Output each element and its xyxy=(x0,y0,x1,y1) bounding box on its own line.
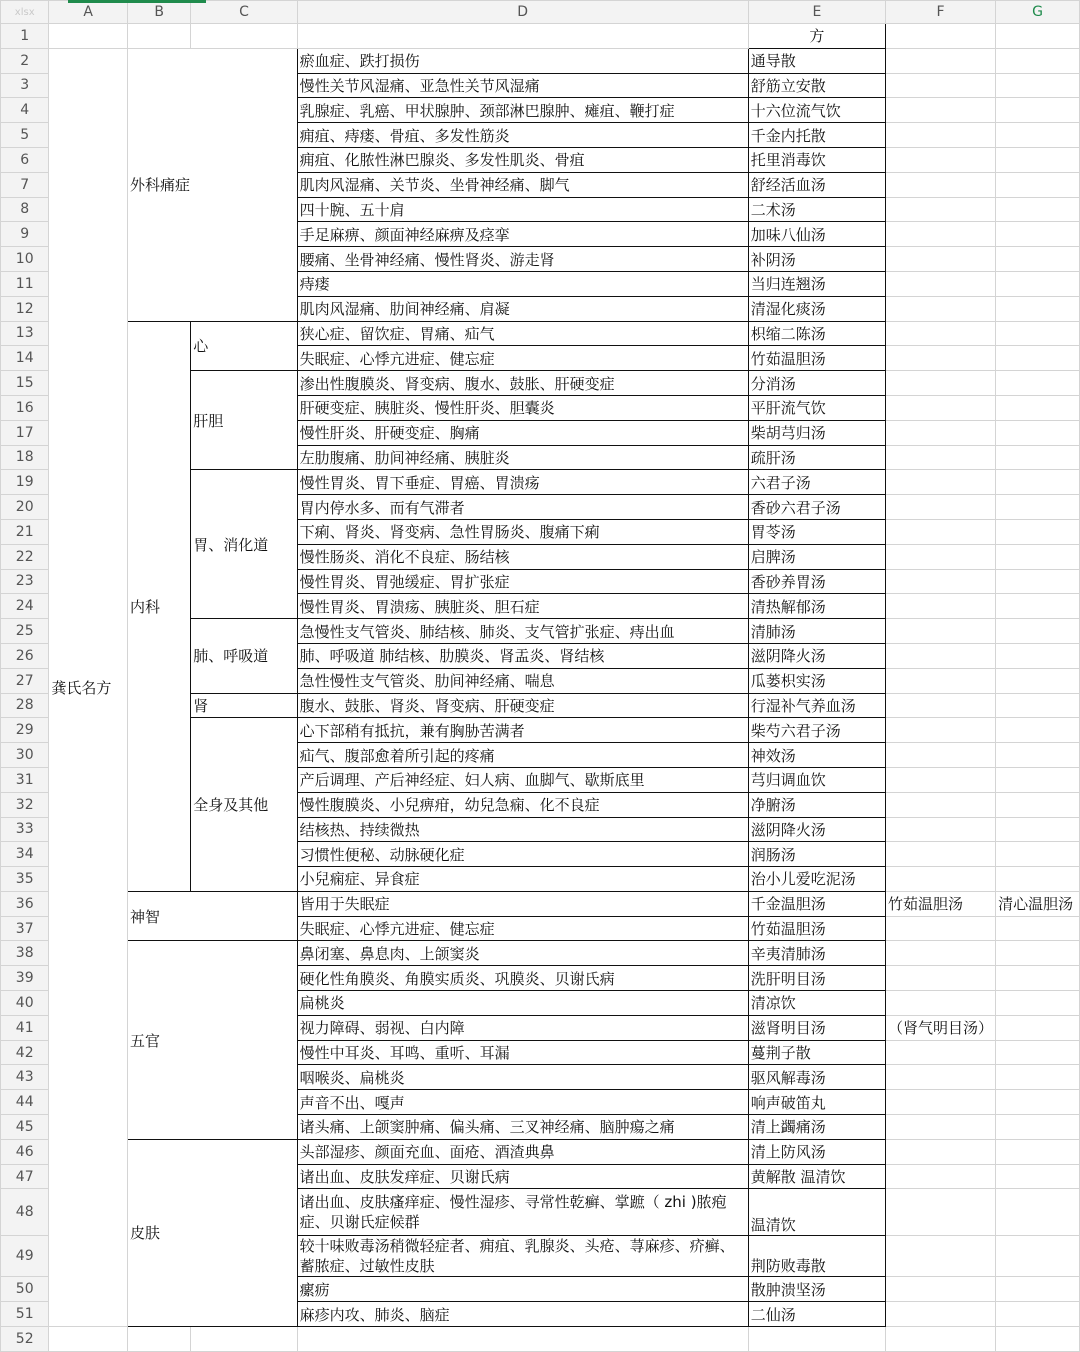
cell-f[interactable] xyxy=(886,1090,996,1115)
indication-cell[interactable]: 硬化性角膜炎、角膜实质炎、巩膜炎、贝谢氏病 xyxy=(297,966,748,991)
formula-cell[interactable]: 温清饮 xyxy=(748,1189,885,1236)
table-row xyxy=(1,1139,1080,1164)
formula-cell[interactable]: 蔓荆子散 xyxy=(748,1040,885,1065)
cell-f[interactable] xyxy=(886,594,996,619)
cell-f[interactable] xyxy=(886,1139,996,1164)
formula-cell[interactable]: 香砂六君子汤 xyxy=(748,495,885,520)
cell-b[interactable] xyxy=(128,24,191,49)
formula-cell[interactable]: 散肿溃坚汤 xyxy=(748,1277,885,1302)
cell-a[interactable] xyxy=(49,24,128,49)
column-selection-indicator xyxy=(68,0,206,3)
indication-cell[interactable]: 瘰疬 xyxy=(297,1277,748,1302)
indication-cell[interactable]: 慢性肝炎、肝硬变症、胸痛 xyxy=(297,420,748,445)
cell-f[interactable] xyxy=(886,1164,996,1189)
cell-f[interactable] xyxy=(886,966,996,991)
indication-cell[interactable]: 头部湿疹、颜面充血、面疮、酒渣典鼻 xyxy=(297,1139,748,1164)
cell-g[interactable] xyxy=(996,817,1080,842)
formula-cell[interactable]: 柴芍六君子汤 xyxy=(748,718,885,743)
row-header[interactable]: 15 xyxy=(1,371,49,396)
cell-f[interactable] xyxy=(886,147,996,172)
formula-cell[interactable]: 千金温胆汤 xyxy=(748,891,885,916)
cell-f[interactable] xyxy=(886,519,996,544)
row-header[interactable]: 27 xyxy=(1,668,49,693)
cell-g[interactable] xyxy=(996,420,1080,445)
indication-cell[interactable]: 慢性关节风湿痛、亚急性关节风湿痛 xyxy=(297,73,748,98)
row-header[interactable]: 45 xyxy=(1,1115,49,1140)
indication-cell[interactable] xyxy=(297,24,748,49)
formula-cell[interactable]: 治小儿爱吃泥汤 xyxy=(748,867,885,892)
cell-g[interactable] xyxy=(996,1065,1080,1090)
indication-cell[interactable]: 产后调理、产后神经症、妇人病、血脚气、歇斯底里 xyxy=(297,767,748,792)
row-header[interactable]: 42 xyxy=(1,1040,49,1065)
column-header-e[interactable]: E xyxy=(748,1,885,24)
indication-cell[interactable]: 习惯性便秘、动脉硬化症 xyxy=(297,842,748,867)
indication-cell[interactable]: 慢性胃炎、胃弛缓症、胃扩张症 xyxy=(297,569,748,594)
table-row xyxy=(1,321,1080,346)
formula-cell[interactable]: 清热解郁汤 xyxy=(748,594,885,619)
cell-g[interactable] xyxy=(996,495,1080,520)
cell-g[interactable] xyxy=(996,1040,1080,1065)
cell-g[interactable] xyxy=(996,991,1080,1016)
cell-f[interactable] xyxy=(886,123,996,148)
table-row xyxy=(1,48,1080,73)
indication-cell[interactable] xyxy=(297,1327,748,1352)
formula-cell[interactable]: 胃苓汤 xyxy=(748,519,885,544)
indication-cell[interactable]: 狭心症、留饮症、胃痛、疝气 xyxy=(297,321,748,346)
column-header-g[interactable]: G xyxy=(996,1,1080,24)
indication-cell[interactable]: 慢性中耳炎、耳鸣、重听、耳漏 xyxy=(297,1040,748,1065)
cell-f[interactable] xyxy=(886,569,996,594)
cell-f[interactable] xyxy=(886,172,996,197)
row-header[interactable]: 25 xyxy=(1,619,49,644)
cell-g[interactable] xyxy=(996,941,1080,966)
indication-cell[interactable]: 声音不出、嘎声 xyxy=(297,1090,748,1115)
formula-cell[interactable]: 托里消毒饮 xyxy=(748,147,885,172)
cell-g[interactable] xyxy=(996,916,1080,941)
row-header[interactable]: 26 xyxy=(1,643,49,668)
cell-g[interactable] xyxy=(996,767,1080,792)
cell-f[interactable] xyxy=(886,495,996,520)
formula-cell[interactable]: 平肝流气饮 xyxy=(748,395,885,420)
formula-cell[interactable]: 神效汤 xyxy=(748,743,885,768)
cell-g[interactable] xyxy=(996,743,1080,768)
cell-f[interactable] xyxy=(886,544,996,569)
cell-g[interactable] xyxy=(996,693,1080,718)
indication-cell[interactable]: 皆用于失眠症 xyxy=(297,891,748,916)
formula-cell[interactable]: 滋阴降火汤 xyxy=(748,817,885,842)
formula-cell[interactable]: 柴胡芎归汤 xyxy=(748,420,885,445)
indication-cell[interactable]: 腰痛、坐骨神经痛、慢性肾炎、游走肾 xyxy=(297,247,748,272)
indication-cell[interactable]: 四十腕、五十肩 xyxy=(297,197,748,222)
cell-f[interactable] xyxy=(886,1040,996,1065)
cell-f[interactable] xyxy=(886,470,996,495)
row-header[interactable]: 16 xyxy=(1,395,49,420)
formula-cell[interactable]: 二术汤 xyxy=(748,197,885,222)
cell-f[interactable] xyxy=(886,371,996,396)
row-header[interactable]: 49 xyxy=(1,1236,49,1277)
formula-cell[interactable]: 清凉饮 xyxy=(748,991,885,1016)
formula-cell[interactable]: 疏肝汤 xyxy=(748,445,885,470)
cell-f[interactable] xyxy=(886,48,996,73)
indication-cell[interactable]: 胃内停水多、而有气滞者 xyxy=(297,495,748,520)
cell-a[interactable] xyxy=(49,1327,128,1352)
cell-g[interactable] xyxy=(996,544,1080,569)
formula-cell[interactable]: 清湿化痰汤 xyxy=(748,296,885,321)
row-header[interactable]: 32 xyxy=(1,792,49,817)
indication-cell[interactable]: 鼻闭塞、鼻息肉、上颌窦炎 xyxy=(297,941,748,966)
row-header[interactable]: 47 xyxy=(1,1164,49,1189)
cell-g[interactable] xyxy=(996,569,1080,594)
indication-cell[interactable]: 腹水、鼓胀、肾炎、肾变病、肝硬变症 xyxy=(297,693,748,718)
cell-f[interactable] xyxy=(886,718,996,743)
cell-g[interactable] xyxy=(996,445,1080,470)
column-header-f[interactable]: F xyxy=(886,1,996,24)
cell-g[interactable] xyxy=(996,48,1080,73)
cell-f[interactable] xyxy=(886,1302,996,1327)
category-neike[interactable]: 内科 xyxy=(128,321,191,891)
indication-cell[interactable]: 肌肉风湿痛、肋间神经痛、肩凝 xyxy=(297,296,748,321)
formula-cell[interactable]: 滋肾明目汤 xyxy=(748,1015,885,1040)
indication-cell[interactable]: 痈疽、痔瘘、骨疽、多发性筋炎 xyxy=(297,123,748,148)
row-header[interactable]: 22 xyxy=(1,544,49,569)
cell-f[interactable] xyxy=(886,98,996,123)
cell-g[interactable] xyxy=(996,867,1080,892)
row-header[interactable]: 28 xyxy=(1,693,49,718)
indication-cell[interactable]: 肺、呼吸道 肺结核、肋膜炎、肾盂炎、肾结核 xyxy=(297,643,748,668)
cell-g[interactable] xyxy=(996,222,1080,247)
formula-cell[interactable]: 补阴汤 xyxy=(748,247,885,272)
cell-g[interactable] xyxy=(996,619,1080,644)
cell-f[interactable] xyxy=(886,73,996,98)
subcategory-wei[interactable]: 胃、消化道 xyxy=(191,470,297,619)
cell-g[interactable] xyxy=(996,668,1080,693)
subcategory-xin[interactable]: 心 xyxy=(191,321,297,371)
row-header[interactable]: 38 xyxy=(1,941,49,966)
cell-g[interactable] xyxy=(996,519,1080,544)
cell-g[interactable] xyxy=(996,594,1080,619)
cell-g[interactable] xyxy=(996,1236,1080,1277)
formula-cell[interactable]: 二仙汤 xyxy=(748,1302,885,1327)
cell-f[interactable] xyxy=(886,941,996,966)
cell-f[interactable] xyxy=(886,1065,996,1090)
formula-cell[interactable]: 瓜蒌枳实汤 xyxy=(748,668,885,693)
indication-cell[interactable]: 肝硬变症、胰脏炎、慢性肝炎、胆囊炎 xyxy=(297,395,748,420)
row-header[interactable]: 31 xyxy=(1,767,49,792)
formula-cell[interactable] xyxy=(748,1327,885,1352)
row-header[interactable]: 51 xyxy=(1,1302,49,1327)
formula-cell[interactable]: 舒筋立安散 xyxy=(748,73,885,98)
indication-cell[interactable]: 慢性胃炎、胃下垂症、胃癌、胃溃疡 xyxy=(297,470,748,495)
indication-cell[interactable]: 结核热、持续微热 xyxy=(297,817,748,842)
row-header[interactable]: 8 xyxy=(1,197,49,222)
cell-f[interactable] xyxy=(886,247,996,272)
indication-cell[interactable]: 诸头痛、上颌窦肿痛、偏头痛、三叉神经痛、脑肿瘍之痛 xyxy=(297,1115,748,1140)
indication-cell[interactable]: 诸出血、皮肤瘙痒症、慢性湿疹、寻常性乾癣、掌蹠（ zhi )脓疱症、贝谢氏症候群 xyxy=(297,1189,748,1236)
formula-cell[interactable]: 竹茹温胆汤 xyxy=(748,916,885,941)
row-header[interactable]: 41 xyxy=(1,1015,49,1040)
column-header-d[interactable]: D xyxy=(297,1,748,24)
indication-cell[interactable]: 扁桃炎 xyxy=(297,991,748,1016)
column-header-a[interactable]: A xyxy=(49,1,128,24)
cell-g[interactable] xyxy=(996,247,1080,272)
cell-g[interactable] xyxy=(996,346,1080,371)
subcategory-quanshen[interactable]: 全身及其他 xyxy=(191,718,297,892)
cell-c[interactable] xyxy=(191,1327,297,1352)
row-header[interactable]: 33 xyxy=(1,817,49,842)
indication-cell[interactable]: 失眠症、心悸亢进症、健忘症 xyxy=(297,916,748,941)
formula-cell[interactable]: 加味八仙汤 xyxy=(748,222,885,247)
row-header[interactable]: 52 xyxy=(1,1327,49,1352)
category-waike[interactable]: 外科痛症 xyxy=(128,48,298,321)
table-row xyxy=(1,24,1080,49)
indication-cell[interactable]: 痔瘘 xyxy=(297,271,748,296)
formula-cell[interactable]: 芎归调血饮 xyxy=(748,767,885,792)
indication-cell[interactable]: 渗出性腹膜炎、肾变病、腹水、鼓胀、肝硬变症 xyxy=(297,371,748,396)
row-header[interactable]: 24 xyxy=(1,594,49,619)
indication-cell[interactable]: 咽喉炎、扁桃炎 xyxy=(297,1065,748,1090)
row-header[interactable]: 12 xyxy=(1,296,49,321)
table-row xyxy=(1,1327,1080,1352)
category-shenzhi[interactable]: 神智 xyxy=(128,891,298,941)
indication-cell[interactable]: 失眠症、心悸亢进症、健忘症 xyxy=(297,346,748,371)
cell-g[interactable] xyxy=(996,73,1080,98)
cell-f[interactable] xyxy=(886,1327,996,1352)
formula-cell[interactable]: 竹茹温胆汤 xyxy=(748,346,885,371)
cell-g[interactable] xyxy=(996,792,1080,817)
cell-g[interactable] xyxy=(996,147,1080,172)
cell-g[interactable] xyxy=(996,98,1080,123)
cell-g[interactable] xyxy=(996,1302,1080,1327)
formula-cell[interactable]: 启脾汤 xyxy=(748,544,885,569)
indication-cell[interactable]: 较十味败毒汤稍微轻症者、痈疽、乳腺炎、头疮、荨麻疹、疥癣、蓄脓症、过敏性皮肤 xyxy=(297,1236,748,1277)
indication-cell[interactable]: 痈疽、化脓性淋巴腺炎、多发性肌炎、骨疽 xyxy=(297,147,748,172)
row-header[interactable]: 46 xyxy=(1,1139,49,1164)
cell-g[interactable] xyxy=(996,966,1080,991)
row-header[interactable]: 21 xyxy=(1,519,49,544)
cell-f[interactable] xyxy=(886,346,996,371)
cell-g[interactable] xyxy=(996,1327,1080,1352)
cell-f[interactable] xyxy=(886,321,996,346)
formula-cell[interactable]: 行湿补气养血汤 xyxy=(748,693,885,718)
row-header[interactable]: 37 xyxy=(1,916,49,941)
row-header[interactable]: 10 xyxy=(1,247,49,272)
subcategory-gandan[interactable]: 肝胆 xyxy=(191,371,297,470)
formula-cell[interactable]: 方 xyxy=(748,24,885,49)
row-header[interactable]: 44 xyxy=(1,1090,49,1115)
formula-cell[interactable]: 当归连翘汤 xyxy=(748,271,885,296)
formula-cell[interactable]: 十六位流气饮 xyxy=(748,98,885,123)
indication-cell[interactable]: 视力障碍、弱视、白内障 xyxy=(297,1015,748,1040)
cell-f[interactable] xyxy=(886,743,996,768)
select-all-corner[interactable]: xlsx xyxy=(1,1,49,24)
cell-f[interactable]: （肾气明目汤） xyxy=(886,1015,996,1040)
indication-cell[interactable]: 乳腺症、乳癌、甲状腺肿、颈部淋巴腺肿、瘫疽、鞭打症 xyxy=(297,98,748,123)
row-header[interactable]: 29 xyxy=(1,718,49,743)
cell-f[interactable] xyxy=(886,693,996,718)
formula-cell[interactable]: 黄解散 温清饮 xyxy=(748,1164,885,1189)
cell-f[interactable] xyxy=(886,668,996,693)
cell-f[interactable] xyxy=(886,916,996,941)
indication-cell[interactable]: 慢性肠炎、消化不良症、肠结核 xyxy=(297,544,748,569)
row-header[interactable]: 34 xyxy=(1,842,49,867)
indication-cell[interactable]: 疝气、腹部愈着所引起的疼痛 xyxy=(297,743,748,768)
cell-g[interactable] xyxy=(996,1115,1080,1140)
row-header[interactable]: 20 xyxy=(1,495,49,520)
cell-f[interactable] xyxy=(886,867,996,892)
row-header[interactable]: 43 xyxy=(1,1065,49,1090)
table-row xyxy=(1,941,1080,966)
row-header[interactable]: 11 xyxy=(1,271,49,296)
row-header[interactable]: 30 xyxy=(1,743,49,768)
row-header[interactable]: 3 xyxy=(1,73,49,98)
indication-cell[interactable]: 慢性腹膜炎、小兒痹疳，幼兒急痫、化不良症 xyxy=(297,792,748,817)
formula-cell[interactable]: 润肠汤 xyxy=(748,842,885,867)
row-header[interactable]: 1 xyxy=(1,24,49,49)
indication-cell[interactable]: 急性慢性支气管炎、肋间神经痛、喘息 xyxy=(297,668,748,693)
formula-cell[interactable]: 净腑汤 xyxy=(748,792,885,817)
cell-g[interactable] xyxy=(996,271,1080,296)
subcategory-shen[interactable]: 肾 xyxy=(191,693,297,718)
cell-g[interactable] xyxy=(996,172,1080,197)
cell-f[interactable] xyxy=(886,197,996,222)
row-header[interactable]: 18 xyxy=(1,445,49,470)
cell-f[interactable] xyxy=(886,842,996,867)
subcategory-fei[interactable]: 肺、呼吸道 xyxy=(191,619,297,693)
row-header[interactable]: 19 xyxy=(1,470,49,495)
indication-cell[interactable]: 慢性胃炎、胃溃疡、胰脏炎、胆石症 xyxy=(297,594,748,619)
formula-cell[interactable]: 枳缩二陈汤 xyxy=(748,321,885,346)
cell-g[interactable] xyxy=(996,395,1080,420)
cell-g[interactable]: 清心温胆汤 xyxy=(996,891,1080,916)
cell-f[interactable] xyxy=(886,1189,996,1236)
row-header[interactable]: 17 xyxy=(1,420,49,445)
formula-cell[interactable]: 滋阴降火汤 xyxy=(748,643,885,668)
formula-cell[interactable]: 驱风解毒汤 xyxy=(748,1065,885,1090)
cell-b[interactable] xyxy=(128,1327,191,1352)
group-label-gongshi[interactable]: 龚氏名方 xyxy=(49,48,128,1326)
indication-cell[interactable]: 肌肉风湿痛、关节炎、坐骨神经痛、脚气 xyxy=(297,172,748,197)
cell-f[interactable] xyxy=(886,445,996,470)
cell-c[interactable] xyxy=(191,24,297,49)
cell-g[interactable] xyxy=(996,1139,1080,1164)
formula-cell[interactable]: 辛夷清肺汤 xyxy=(748,941,885,966)
row-header[interactable]: 13 xyxy=(1,321,49,346)
cell-f[interactable] xyxy=(886,643,996,668)
formula-cell[interactable]: 洗肝明目汤 xyxy=(748,966,885,991)
formula-cell[interactable]: 香砂养胃汤 xyxy=(748,569,885,594)
cell-f[interactable] xyxy=(886,24,996,49)
row-header[interactable]: 35 xyxy=(1,867,49,892)
row-header[interactable]: 6 xyxy=(1,147,49,172)
row-header[interactable]: 23 xyxy=(1,569,49,594)
cell-g[interactable] xyxy=(996,296,1080,321)
cell-g[interactable] xyxy=(996,1090,1080,1115)
formula-cell[interactable]: 清上蠲痛汤 xyxy=(748,1115,885,1140)
indication-cell[interactable]: 下痢、肾炎、肾变病、急性胃肠炎、腹痛下痢 xyxy=(297,519,748,544)
column-header-c[interactable]: C xyxy=(191,1,297,24)
row-header[interactable]: 14 xyxy=(1,346,49,371)
row-header[interactable]: 39 xyxy=(1,966,49,991)
cell-g[interactable] xyxy=(996,718,1080,743)
formula-cell[interactable]: 清肺汤 xyxy=(748,619,885,644)
row-header[interactable]: 2 xyxy=(1,48,49,73)
category-pifu[interactable]: 皮肤 xyxy=(128,1139,298,1326)
cell-f[interactable] xyxy=(886,767,996,792)
cell-f[interactable] xyxy=(886,792,996,817)
cell-g[interactable] xyxy=(996,24,1080,49)
cell-g[interactable] xyxy=(996,1277,1080,1302)
cell-f[interactable] xyxy=(886,222,996,247)
row-header[interactable]: 9 xyxy=(1,222,49,247)
formula-cell[interactable]: 六君子汤 xyxy=(748,470,885,495)
cell-f[interactable] xyxy=(886,420,996,445)
cell-f[interactable] xyxy=(886,271,996,296)
cell-g[interactable] xyxy=(996,643,1080,668)
formula-cell[interactable]: 舒经活血汤 xyxy=(748,172,885,197)
cell-f[interactable] xyxy=(886,1236,996,1277)
cell-g[interactable] xyxy=(996,321,1080,346)
row-header[interactable]: 36 xyxy=(1,891,49,916)
formula-cell[interactable]: 分消汤 xyxy=(748,371,885,396)
row-header[interactable]: 50 xyxy=(1,1277,49,1302)
indication-cell[interactable]: 心下部稍有抵抗，兼有胸胁苦满者 xyxy=(297,718,748,743)
indication-cell[interactable]: 麻疹内攻、肺炎、脑症 xyxy=(297,1302,748,1327)
cell-f[interactable] xyxy=(886,296,996,321)
row-header[interactable]: 4 xyxy=(1,98,49,123)
indication-cell[interactable]: 左肋腹痛、肋间神经痛、胰脏炎 xyxy=(297,445,748,470)
formula-cell[interactable]: 响声破笛丸 xyxy=(748,1090,885,1115)
cell-f[interactable] xyxy=(886,1277,996,1302)
row-header[interactable]: 5 xyxy=(1,123,49,148)
cell-f[interactable] xyxy=(886,619,996,644)
cell-f[interactable] xyxy=(886,817,996,842)
cell-f[interactable] xyxy=(886,395,996,420)
column-header-b[interactable]: B xyxy=(128,1,191,24)
cell-g[interactable] xyxy=(996,123,1080,148)
formula-cell[interactable]: 通导散 xyxy=(748,48,885,73)
indication-cell[interactable]: 急慢性支气管炎、肺结核、肺炎、支气管扩张症、痔出血 xyxy=(297,619,748,644)
indication-cell[interactable]: 手足麻痹、颜面神经麻痹及痉挛 xyxy=(297,222,748,247)
formula-cell[interactable]: 荆防败毒散 xyxy=(748,1236,885,1277)
formula-cell[interactable]: 清上防风汤 xyxy=(748,1139,885,1164)
cell-f[interactable] xyxy=(886,991,996,1016)
indication-cell[interactable]: 小兒痫症、异食症 xyxy=(297,867,748,892)
indication-cell[interactable]: 诸出血、皮肤发痒症、贝谢氏病 xyxy=(297,1164,748,1189)
cell-g[interactable] xyxy=(996,1015,1080,1040)
cell-g[interactable] xyxy=(996,1164,1080,1189)
category-wuguan[interactable]: 五官 xyxy=(128,941,298,1139)
cell-g[interactable] xyxy=(996,470,1080,495)
table-row xyxy=(1,891,1080,916)
row-header[interactable]: 40 xyxy=(1,991,49,1016)
indication-cell[interactable]: 瘀血症、跌打损伤 xyxy=(297,48,748,73)
cell-g[interactable] xyxy=(996,1189,1080,1236)
cell-f[interactable]: 竹茹温胆汤 xyxy=(886,891,996,916)
cell-g[interactable] xyxy=(996,842,1080,867)
formula-cell[interactable]: 千金内托散 xyxy=(748,123,885,148)
row-header[interactable]: 48 xyxy=(1,1189,49,1236)
cell-f[interactable] xyxy=(886,1115,996,1140)
cell-g[interactable] xyxy=(996,197,1080,222)
cell-g[interactable] xyxy=(996,371,1080,396)
row-header[interactable]: 7 xyxy=(1,172,49,197)
